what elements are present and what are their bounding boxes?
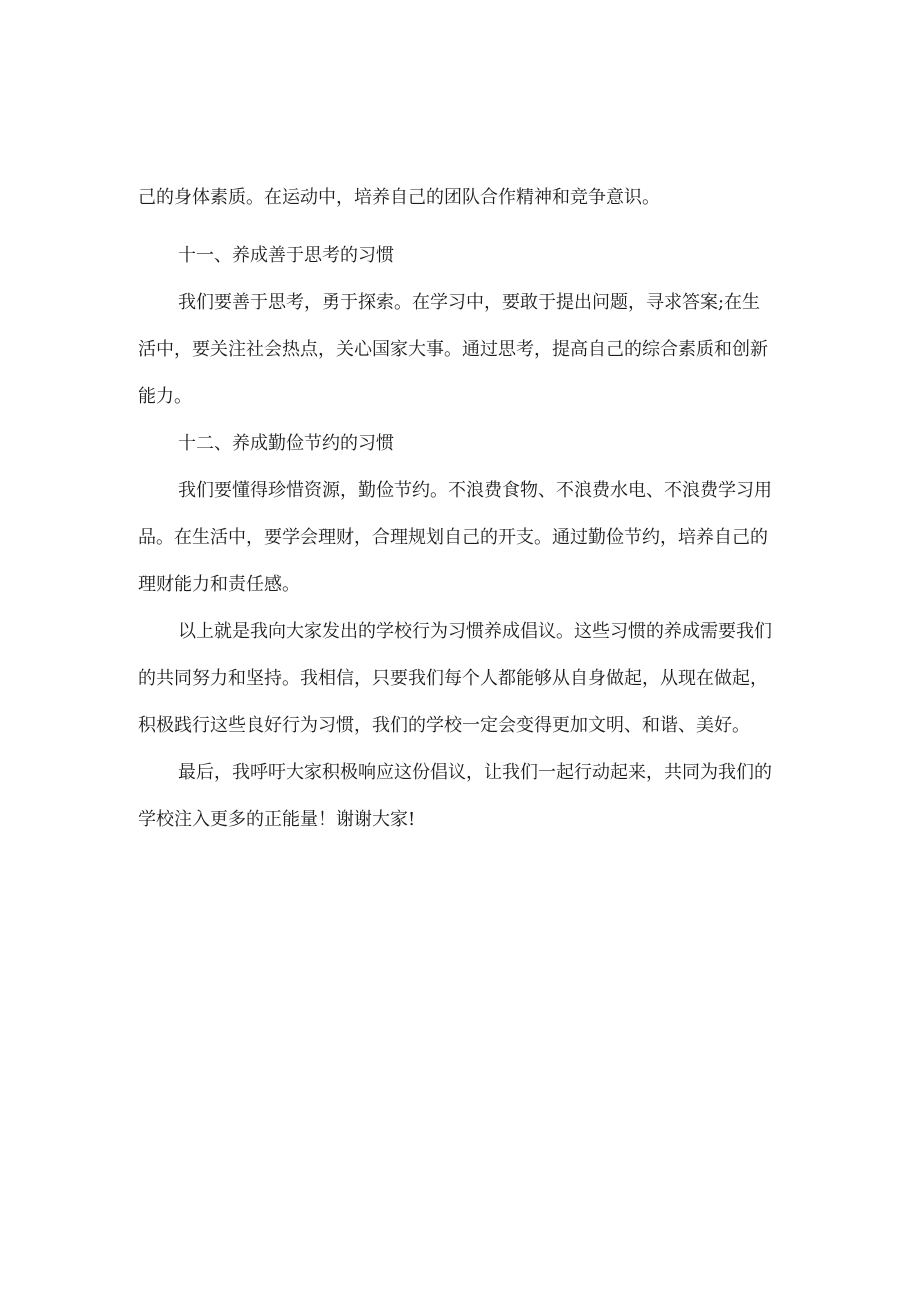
paragraph-line: 活中，要关注社会热点，关心国家大事。通过思考，提高自己的综合素质和创新 — [138, 339, 768, 360]
paragraph-line: 能力。 — [138, 386, 192, 407]
document-body — [138, 186, 788, 843]
paragraph-line: 最后，我呼吁大家积极响应这份倡议，让我们一起行动起来，共同为我们的 — [178, 762, 772, 783]
paragraph-line: 我们要善于思考，勇于探索。在学习中，要敢于提出问题，寻求答案;在生 — [178, 292, 761, 313]
paragraph-line: 我们要懂得珍惜资源，勤俭节约。不浪费食物、不浪费水电、不浪费学习用 — [178, 480, 772, 501]
paragraph-line: 以上就是我向大家发出的学校行为习惯养成倡议。这些习惯的养成需要我们 — [178, 621, 772, 642]
paragraph-line: 理财能力和责任感。 — [138, 574, 300, 595]
section-heading: 十二、养成勤俭节约的习惯 — [178, 433, 394, 454]
paragraph-line: 品。在生活中，要学会理财，合理规划自己的开支。通过勤俭节约，培养自己的 — [138, 527, 768, 548]
paragraph-line: 己的身体素质。在运动中，培养自己的团队合作精神和竞争意识。 — [138, 187, 660, 208]
section-heading: 十一、养成善于思考的习惯 — [178, 245, 394, 266]
paragraph-line: 学校注入更多的正能量！谢谢大家! — [138, 809, 416, 830]
paragraph-line: 的共同努力和坚持。我相信，只要我们每个人都能够从自身做起，从现在做起， — [138, 668, 768, 689]
paragraph-line: 积极践行这些良好行为习惯，我们的学校一定会变得更加文明、和谐、美好。 — [138, 715, 750, 736]
